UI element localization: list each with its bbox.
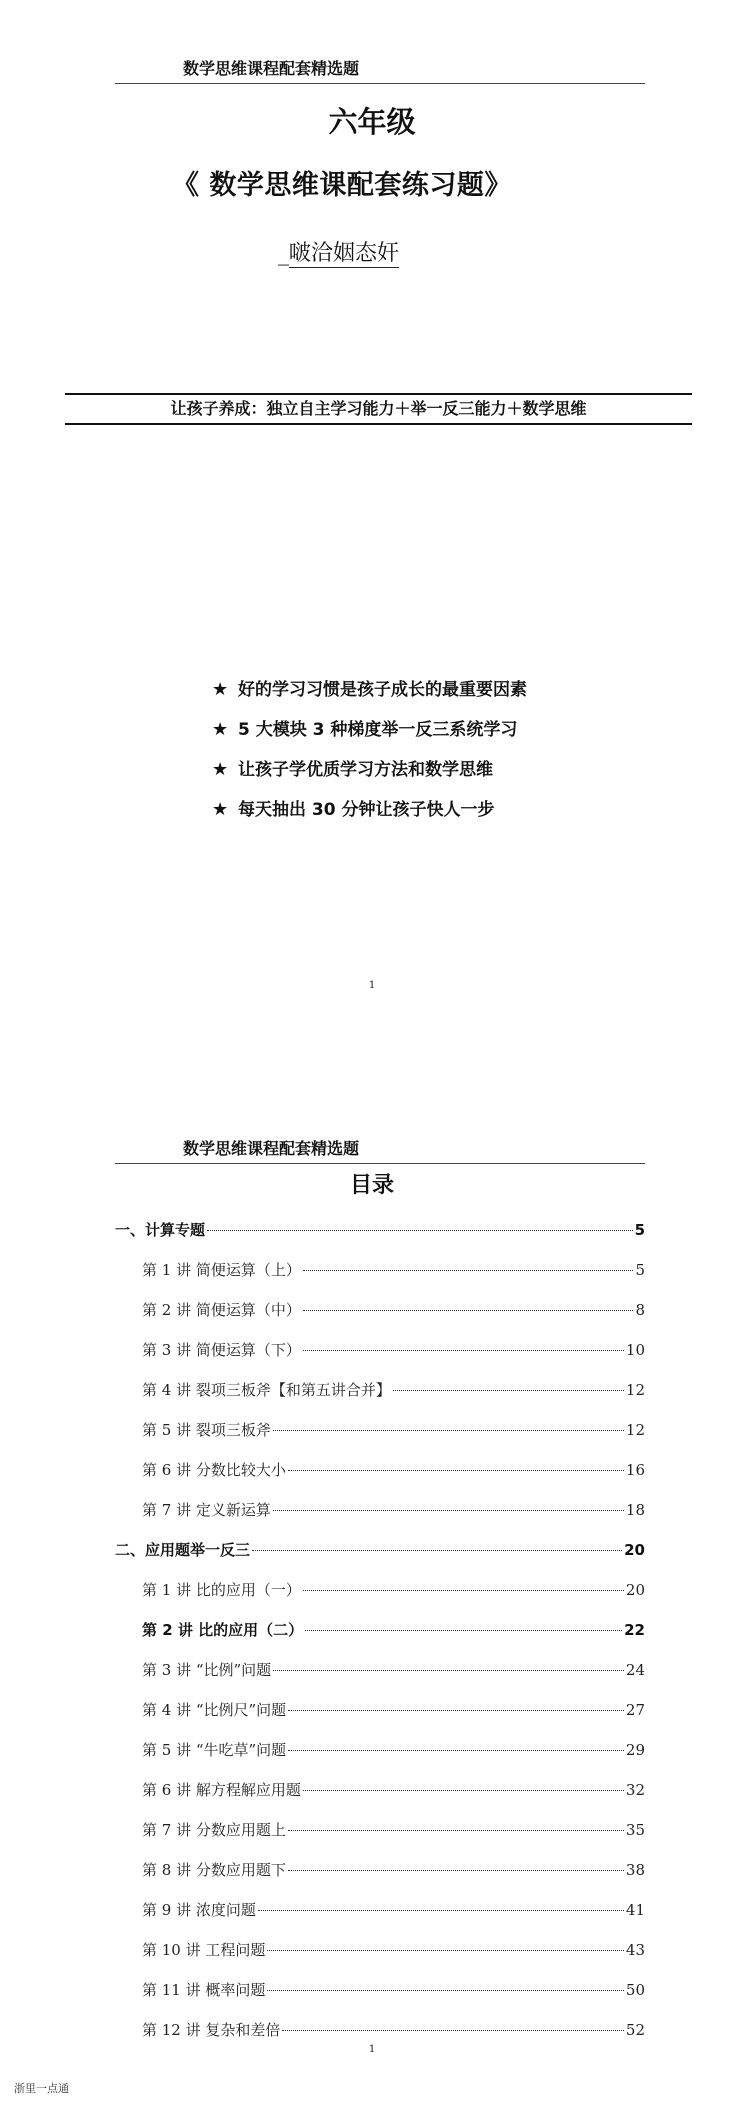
toc-label: 第 6 讲 分数比较大小 [142,1461,286,1479]
dot-leader [273,1670,624,1671]
toc-page-number: 41 [625,1901,645,1919]
star-icon: ★ [212,719,229,740]
toc-label: 第 6 讲 解方程解应用题 [142,1781,301,1799]
toc-page-number: 24 [625,1661,645,1679]
toc-label: 第 11 讲 概率问题 [142,1981,266,1999]
toc-label: 第 2 讲 简便运算（中） [142,1301,301,1319]
slogan-banner: 让孩子养成：独立自主学习能力＋举一反三能力＋数学思维 [65,393,692,425]
toc-label: 第 1 讲 比的应用（一） [142,1581,301,1599]
feature-text: 让孩子学优质学习方法和数学思维 [238,760,493,780]
running-header: 数学思维课程配套精选题 [115,1138,645,1164]
toc-entry[interactable] [115,1490,645,1530]
dot-leader [258,1910,624,1911]
feature-text: 好的学习习惯是孩子成长的最重要因素 [238,680,527,700]
page-number: 1 [368,980,376,991]
toc-page-number: 18 [625,1501,645,1519]
star-icon: ★ [212,799,229,820]
dot-leader [393,1390,624,1391]
dot-leader [288,1470,624,1471]
feature-text: 每天抽出 30 分钟让孩子快人一步 [238,800,495,820]
toc-page [0,1070,744,2104]
toc-entry[interactable] [115,1330,645,1370]
toc-page-number: 52 [625,2021,645,2039]
feature-item [212,750,527,790]
toc-entry[interactable] [115,1290,645,1330]
dot-leader [282,2030,624,2031]
dot-leader [273,1510,624,1511]
running-header: 数学思维课程配套精选题 [115,58,645,84]
toc-title: 目录 [349,1173,394,1198]
toc-entry[interactable] [115,1370,645,1410]
dot-leader [303,1790,624,1791]
toc-label: 第 12 讲 复杂和差倍 [142,2021,281,2039]
toc-entry[interactable] [115,1250,645,1290]
toc-page-number: 38 [625,1861,645,1879]
toc-label: 第 10 讲 工程问题 [142,1941,266,1959]
footer-note: 浙里一点通 [14,2082,69,2095]
dot-leader [267,1990,624,1991]
toc-page-number: 29 [625,1741,645,1759]
dot-leader [273,1430,624,1431]
dot-leader [288,1830,624,1831]
toc-section[interactable] [115,1210,645,1250]
toc-label: 第 9 讲 浓度问题 [142,1901,256,1919]
feature-text: 5 大模块 3 种梯度举一反三系统学习 [238,720,518,740]
dot-leader [288,1750,624,1751]
toc-page-number: 35 [625,1821,645,1839]
feature-item [212,710,527,750]
toc-label: 第 4 讲 “比例尺”问题 [142,1701,287,1719]
dot-leader [305,1630,622,1631]
toc-page-number: 12 [625,1421,645,1439]
grade-title: 六年级 [328,105,416,139]
toc-page-number: 27 [625,1701,645,1719]
star-icon: ★ [212,759,229,780]
toc-label: 第 3 讲 简便运算（下） [142,1341,301,1359]
dot-leader [303,1310,634,1311]
dot-leader [303,1350,624,1351]
subtitle [278,236,399,267]
toc-label: 第 7 讲 定义新运算 [142,1501,271,1519]
toc-page-number: 50 [625,1981,645,1999]
toc-label: 第 4 讲 裂项三板斧【和第五讲合并】 [142,1381,391,1399]
dot-leader [207,1230,633,1231]
feature-item [212,790,527,830]
toc-label: 第 5 讲 裂项三板斧 [142,1421,271,1439]
toc-page-number: 5 [634,1221,645,1239]
toc-entry[interactable] [115,1850,645,1890]
toc-label: 第 5 讲 “牛吃草”问题 [142,1741,287,1759]
dot-leader [288,1710,624,1711]
toc-page-number: 20 [624,1541,645,1559]
toc-page-number: 32 [625,1781,645,1799]
dot-leader [303,1590,624,1591]
feature-item [212,670,527,710]
toc-page-number: 5 [635,1261,645,1279]
star-icon: ★ [212,679,229,700]
toc-entry[interactable] [115,1450,645,1490]
toc-entry[interactable] [115,1410,645,1450]
toc-label: 二、应用题举一反三 [115,1541,251,1559]
table-of-contents [115,1210,645,2050]
toc-page-number: 10 [625,1341,645,1359]
toc-page-number: 22 [624,1621,645,1639]
toc-page-number: 8 [635,1301,645,1319]
dot-leader [252,1550,622,1551]
toc-entry[interactable] [115,1770,645,1810]
toc-entry[interactable] [115,1970,645,2010]
subtitle-text: 啵洽姻态奸 [289,241,400,266]
toc-label: 第 7 讲 分数应用题上 [142,1821,286,1839]
toc-entry[interactable] [115,1570,645,1610]
dot-leader [267,1950,624,1951]
toc-page-number: 43 [625,1941,645,1959]
toc-entry[interactable] [115,1810,645,1850]
toc-entry[interactable] [115,1610,645,1650]
toc-page-number: 16 [625,1461,645,1479]
toc-entry[interactable] [115,1930,645,1970]
feature-list [212,670,527,830]
toc-entry[interactable] [115,1690,645,1730]
toc-entry[interactable] [115,1730,645,1770]
toc-section[interactable] [115,1530,645,1570]
toc-label: 第 8 讲 分数应用题下 [142,1861,286,1879]
subtitle-prefix: _ [278,241,289,266]
dot-leader [288,1870,624,1871]
toc-entry[interactable] [115,1650,645,1690]
toc-label: 第 2 讲 比的应用（二） [142,1621,304,1639]
toc-label: 一、计算专题 [115,1221,206,1239]
toc-label: 第 3 讲 “比例”问题 [142,1661,272,1679]
toc-page-number: 20 [625,1581,645,1599]
page-number: 1 [368,2044,376,2055]
toc-label: 第 1 讲 简便运算（上） [142,1261,301,1279]
book-title: 《 数学思维课配套练习题》 [172,170,512,201]
toc-entry[interactable] [115,1890,645,1930]
toc-page-number: 12 [625,1381,645,1399]
dot-leader [303,1270,634,1271]
